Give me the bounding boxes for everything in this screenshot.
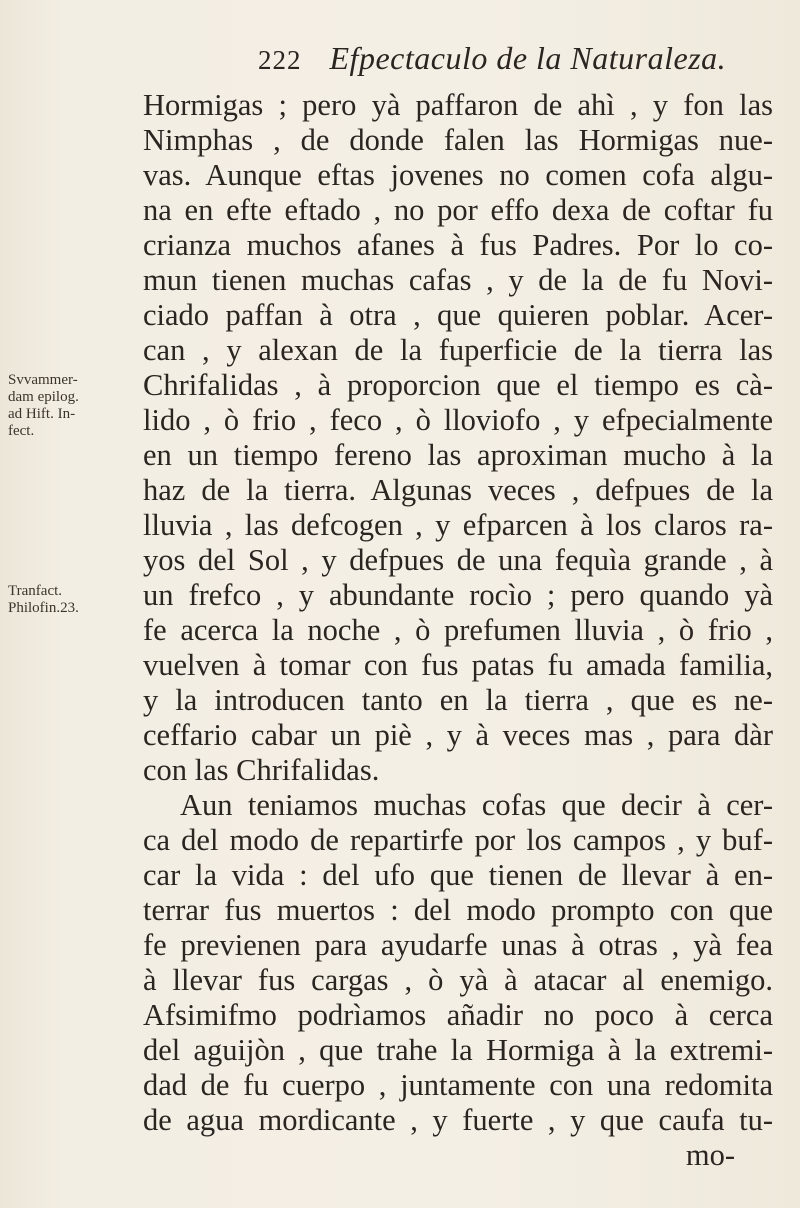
text-line: Nimphas , de donde falen las Hormigas nue- — [143, 123, 773, 157]
text-line: Hormigas ; pero yà paffaron de ahì , y fon las — [143, 88, 773, 122]
text-line: fe previenen para ayudarfe unas à otras , yà fea — [143, 928, 773, 962]
page-number: 222 — [258, 45, 302, 75]
text-line: yos del Sol , y defpues de una fequìa grande , à — [143, 543, 773, 577]
text-line: con las Chrifalidas. — [143, 753, 380, 787]
text-line: ca del modo de repartirfe por los campos , y buf- — [143, 823, 773, 857]
text-line: mun tienen muchas cafas , y de la de fu Novi- — [143, 263, 773, 297]
text-line: Aun teniamos muchas cofas que decir à cer- — [180, 788, 773, 822]
text-line: un frefco , y abundante rocìo ; pero quando yà — [143, 578, 773, 612]
margin-note-line: Tranfact. — [8, 583, 63, 599]
text-line: lluvia , las defcogen , y efparcen à los claros ra- — [143, 508, 773, 542]
text-line: can , y alexan de la fuperficie de la tierra las — [143, 333, 773, 367]
page-header — [258, 40, 726, 86]
text-line: terrar fus muertos : del modo prompto con que — [143, 893, 773, 927]
text-line: na en efte eftado , no por effo dexa de coftar fu — [143, 193, 773, 227]
margin-note-line: dam epilog. — [8, 389, 79, 405]
margin-note-line: Svvammer- — [8, 372, 78, 388]
text-line: del aguijòn , que trahe la Hormiga à la extremi- — [143, 1033, 773, 1067]
text-line: fe acerca la noche , ò prefumen lluvia , ò frio , — [143, 613, 773, 647]
margin-note-line: fect. — [8, 423, 35, 439]
text-line: ceffario cabar un piè , y à veces mas , para dàr — [143, 718, 773, 752]
text-line: y la introducen tanto en la tierra , que es ne- — [143, 683, 773, 717]
catchword: mo- — [685, 1138, 735, 1172]
text-line: haz de la tierra. Algunas veces , defpues de la — [143, 473, 773, 507]
text-line: Chrifalidas , à proporcion que el tiempo es cà- — [143, 368, 773, 402]
margin-note-swammerdam — [8, 372, 100, 440]
margin-note-line: Philofin.23. — [8, 600, 79, 616]
text-line: ciado paffan à otra , que quieren poblar. Acer- — [143, 298, 773, 332]
text-line: vuelven à tomar con fus patas fu amada familia, — [143, 648, 773, 682]
margin-note-line: ad Hift. In- — [8, 406, 76, 422]
text-line: crianza muchos afanes à fus Padres. Por lo co- — [143, 228, 773, 262]
text-line: en un tiempo fereno las aproximan mucho à la — [143, 438, 773, 472]
margin-note-transact — [8, 583, 100, 617]
text-line: dad de fu cuerpo , juntamente con una redomita — [143, 1068, 773, 1102]
text-line: vas. Aunque eftas jovenes no comen cofa algu- — [143, 158, 773, 192]
text-line: de agua mordicante , y fuerte , y que caufa tu- — [143, 1103, 773, 1137]
text-line: à llevar fus cargas , ò yà à atacar al enemigo. — [143, 963, 773, 997]
text-line: lido , ò frio , feco , ò lloviofo , y efpecialmente — [143, 403, 773, 437]
running-title: Efpectaculo de la Naturaleza. — [329, 40, 727, 76]
text-line: car la vida : del ufo que tienen de llevar à en- — [143, 858, 773, 892]
body-text — [143, 88, 773, 1173]
text-line: Afsimifmo podrìamos añadir no poco à cerca — [143, 998, 773, 1032]
